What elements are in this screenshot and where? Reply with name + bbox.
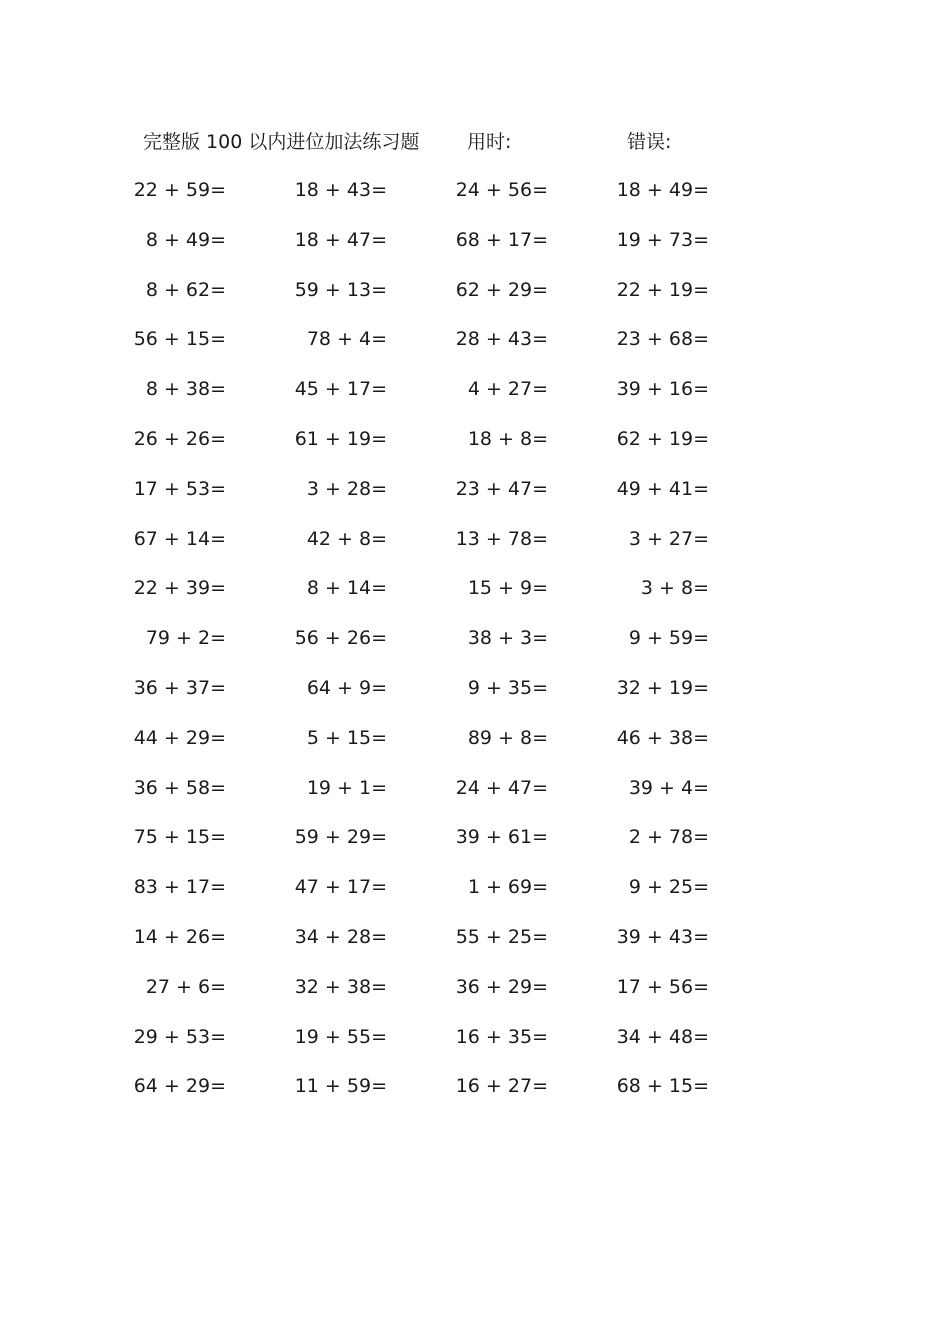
problem-item: 62 + 29= bbox=[455, 278, 548, 301]
problem-item: 2 + 78= bbox=[628, 826, 709, 849]
problem-row bbox=[0, 473, 950, 523]
problem-item: 59 + 29= bbox=[294, 826, 387, 849]
problem-item: 42 + 8= bbox=[306, 527, 387, 550]
problem-item: 9 + 35= bbox=[467, 676, 548, 699]
problem-row bbox=[0, 622, 950, 672]
problem-item: 55 + 25= bbox=[455, 925, 548, 948]
problem-item: 44 + 29= bbox=[133, 726, 226, 749]
problem-row bbox=[0, 373, 950, 423]
problem-item: 62 + 19= bbox=[616, 427, 709, 450]
problem-item: 64 + 9= bbox=[306, 676, 387, 699]
problem-item: 9 + 25= bbox=[628, 876, 709, 899]
problem-item: 46 + 38= bbox=[616, 726, 709, 749]
problem-row bbox=[0, 871, 950, 921]
problem-item: 1 + 69= bbox=[467, 876, 548, 899]
problem-item: 36 + 37= bbox=[133, 676, 226, 699]
problem-item: 11 + 59= bbox=[294, 1075, 387, 1098]
problem-item: 9 + 59= bbox=[628, 627, 709, 650]
problem-item: 18 + 47= bbox=[294, 228, 387, 251]
problem-item: 56 + 26= bbox=[294, 627, 387, 650]
problem-item: 27 + 6= bbox=[145, 975, 226, 998]
time-label: 用时: bbox=[467, 131, 512, 153]
problem-item: 32 + 38= bbox=[294, 975, 387, 998]
problem-item: 17 + 53= bbox=[133, 477, 226, 500]
problem-row bbox=[0, 224, 950, 274]
problem-item: 17 + 56= bbox=[616, 975, 709, 998]
errors-label: 错误: bbox=[627, 131, 672, 153]
problem-grid bbox=[0, 174, 950, 1120]
problem-item: 34 + 48= bbox=[616, 1025, 709, 1048]
problem-row bbox=[0, 722, 950, 772]
problem-item: 83 + 17= bbox=[133, 876, 226, 899]
problem-item: 49 + 41= bbox=[616, 477, 709, 500]
problem-item: 64 + 29= bbox=[133, 1075, 226, 1098]
problem-item: 14 + 26= bbox=[133, 925, 226, 948]
problem-item: 22 + 39= bbox=[133, 577, 226, 600]
problem-item: 36 + 29= bbox=[455, 975, 548, 998]
problem-item: 39 + 43= bbox=[616, 925, 709, 948]
problem-item: 23 + 68= bbox=[616, 328, 709, 351]
problem-row bbox=[0, 572, 950, 622]
problem-item: 5 + 15= bbox=[306, 726, 387, 749]
problem-item: 15 + 9= bbox=[467, 577, 548, 600]
problem-row bbox=[0, 1021, 950, 1071]
problem-row bbox=[0, 274, 950, 324]
worksheet-title: 完整版 100 以内进位加法练习题 bbox=[143, 131, 420, 153]
problem-item: 29 + 53= bbox=[133, 1025, 226, 1048]
problem-item: 38 + 3= bbox=[467, 627, 548, 650]
problem-item: 8 + 62= bbox=[145, 278, 226, 301]
problem-item: 45 + 17= bbox=[294, 378, 387, 401]
problem-item: 18 + 49= bbox=[616, 179, 709, 201]
problem-row bbox=[0, 672, 950, 722]
problem-row bbox=[0, 821, 950, 871]
problem-item: 36 + 58= bbox=[133, 776, 226, 799]
problem-item: 22 + 59= bbox=[133, 179, 226, 201]
problem-item: 68 + 15= bbox=[616, 1075, 709, 1098]
problem-item: 68 + 17= bbox=[455, 228, 548, 251]
problem-row bbox=[0, 1070, 950, 1120]
problem-item: 19 + 73= bbox=[616, 228, 709, 251]
problem-item: 8 + 49= bbox=[145, 228, 226, 251]
problem-row bbox=[0, 323, 950, 373]
problem-item: 79 + 2= bbox=[145, 627, 226, 650]
problem-item: 24 + 56= bbox=[455, 179, 548, 201]
problem-item: 4 + 27= bbox=[467, 378, 548, 401]
problem-item: 59 + 13= bbox=[294, 278, 387, 301]
problem-item: 19 + 1= bbox=[306, 776, 387, 799]
problem-item: 75 + 15= bbox=[133, 826, 226, 849]
problem-item: 34 + 28= bbox=[294, 925, 387, 948]
problem-item: 61 + 19= bbox=[294, 427, 387, 450]
problem-item: 18 + 8= bbox=[467, 427, 548, 450]
problem-item: 32 + 19= bbox=[616, 676, 709, 699]
problem-item: 3 + 27= bbox=[628, 527, 709, 550]
problem-row bbox=[0, 971, 950, 1021]
problem-item: 89 + 8= bbox=[467, 726, 548, 749]
problem-row bbox=[0, 772, 950, 822]
problem-item: 19 + 55= bbox=[294, 1025, 387, 1048]
problem-item: 39 + 16= bbox=[616, 378, 709, 401]
problem-item: 56 + 15= bbox=[133, 328, 226, 351]
problem-item: 67 + 14= bbox=[133, 527, 226, 550]
problem-item: 3 + 8= bbox=[640, 577, 709, 600]
problem-item: 16 + 35= bbox=[455, 1025, 548, 1048]
problem-row bbox=[0, 921, 950, 971]
problem-item: 8 + 14= bbox=[306, 577, 387, 600]
problem-item: 47 + 17= bbox=[294, 876, 387, 899]
worksheet-header bbox=[0, 127, 950, 157]
problem-item: 22 + 19= bbox=[616, 278, 709, 301]
problem-item: 24 + 47= bbox=[455, 776, 548, 799]
problem-item: 78 + 4= bbox=[306, 328, 387, 351]
problem-item: 23 + 47= bbox=[455, 477, 548, 500]
problem-item: 13 + 78= bbox=[455, 527, 548, 550]
problem-row bbox=[0, 423, 950, 473]
problem-item: 39 + 4= bbox=[628, 776, 709, 799]
problem-item: 28 + 43= bbox=[455, 328, 548, 351]
problem-item: 3 + 28= bbox=[306, 477, 387, 500]
problem-item: 16 + 27= bbox=[455, 1075, 548, 1098]
problem-item: 26 + 26= bbox=[133, 427, 226, 450]
problem-item: 39 + 61= bbox=[455, 826, 548, 849]
problem-item: 8 + 38= bbox=[145, 378, 226, 401]
problem-row bbox=[0, 174, 950, 224]
problem-item: 18 + 43= bbox=[294, 179, 387, 201]
problem-row bbox=[0, 523, 950, 573]
